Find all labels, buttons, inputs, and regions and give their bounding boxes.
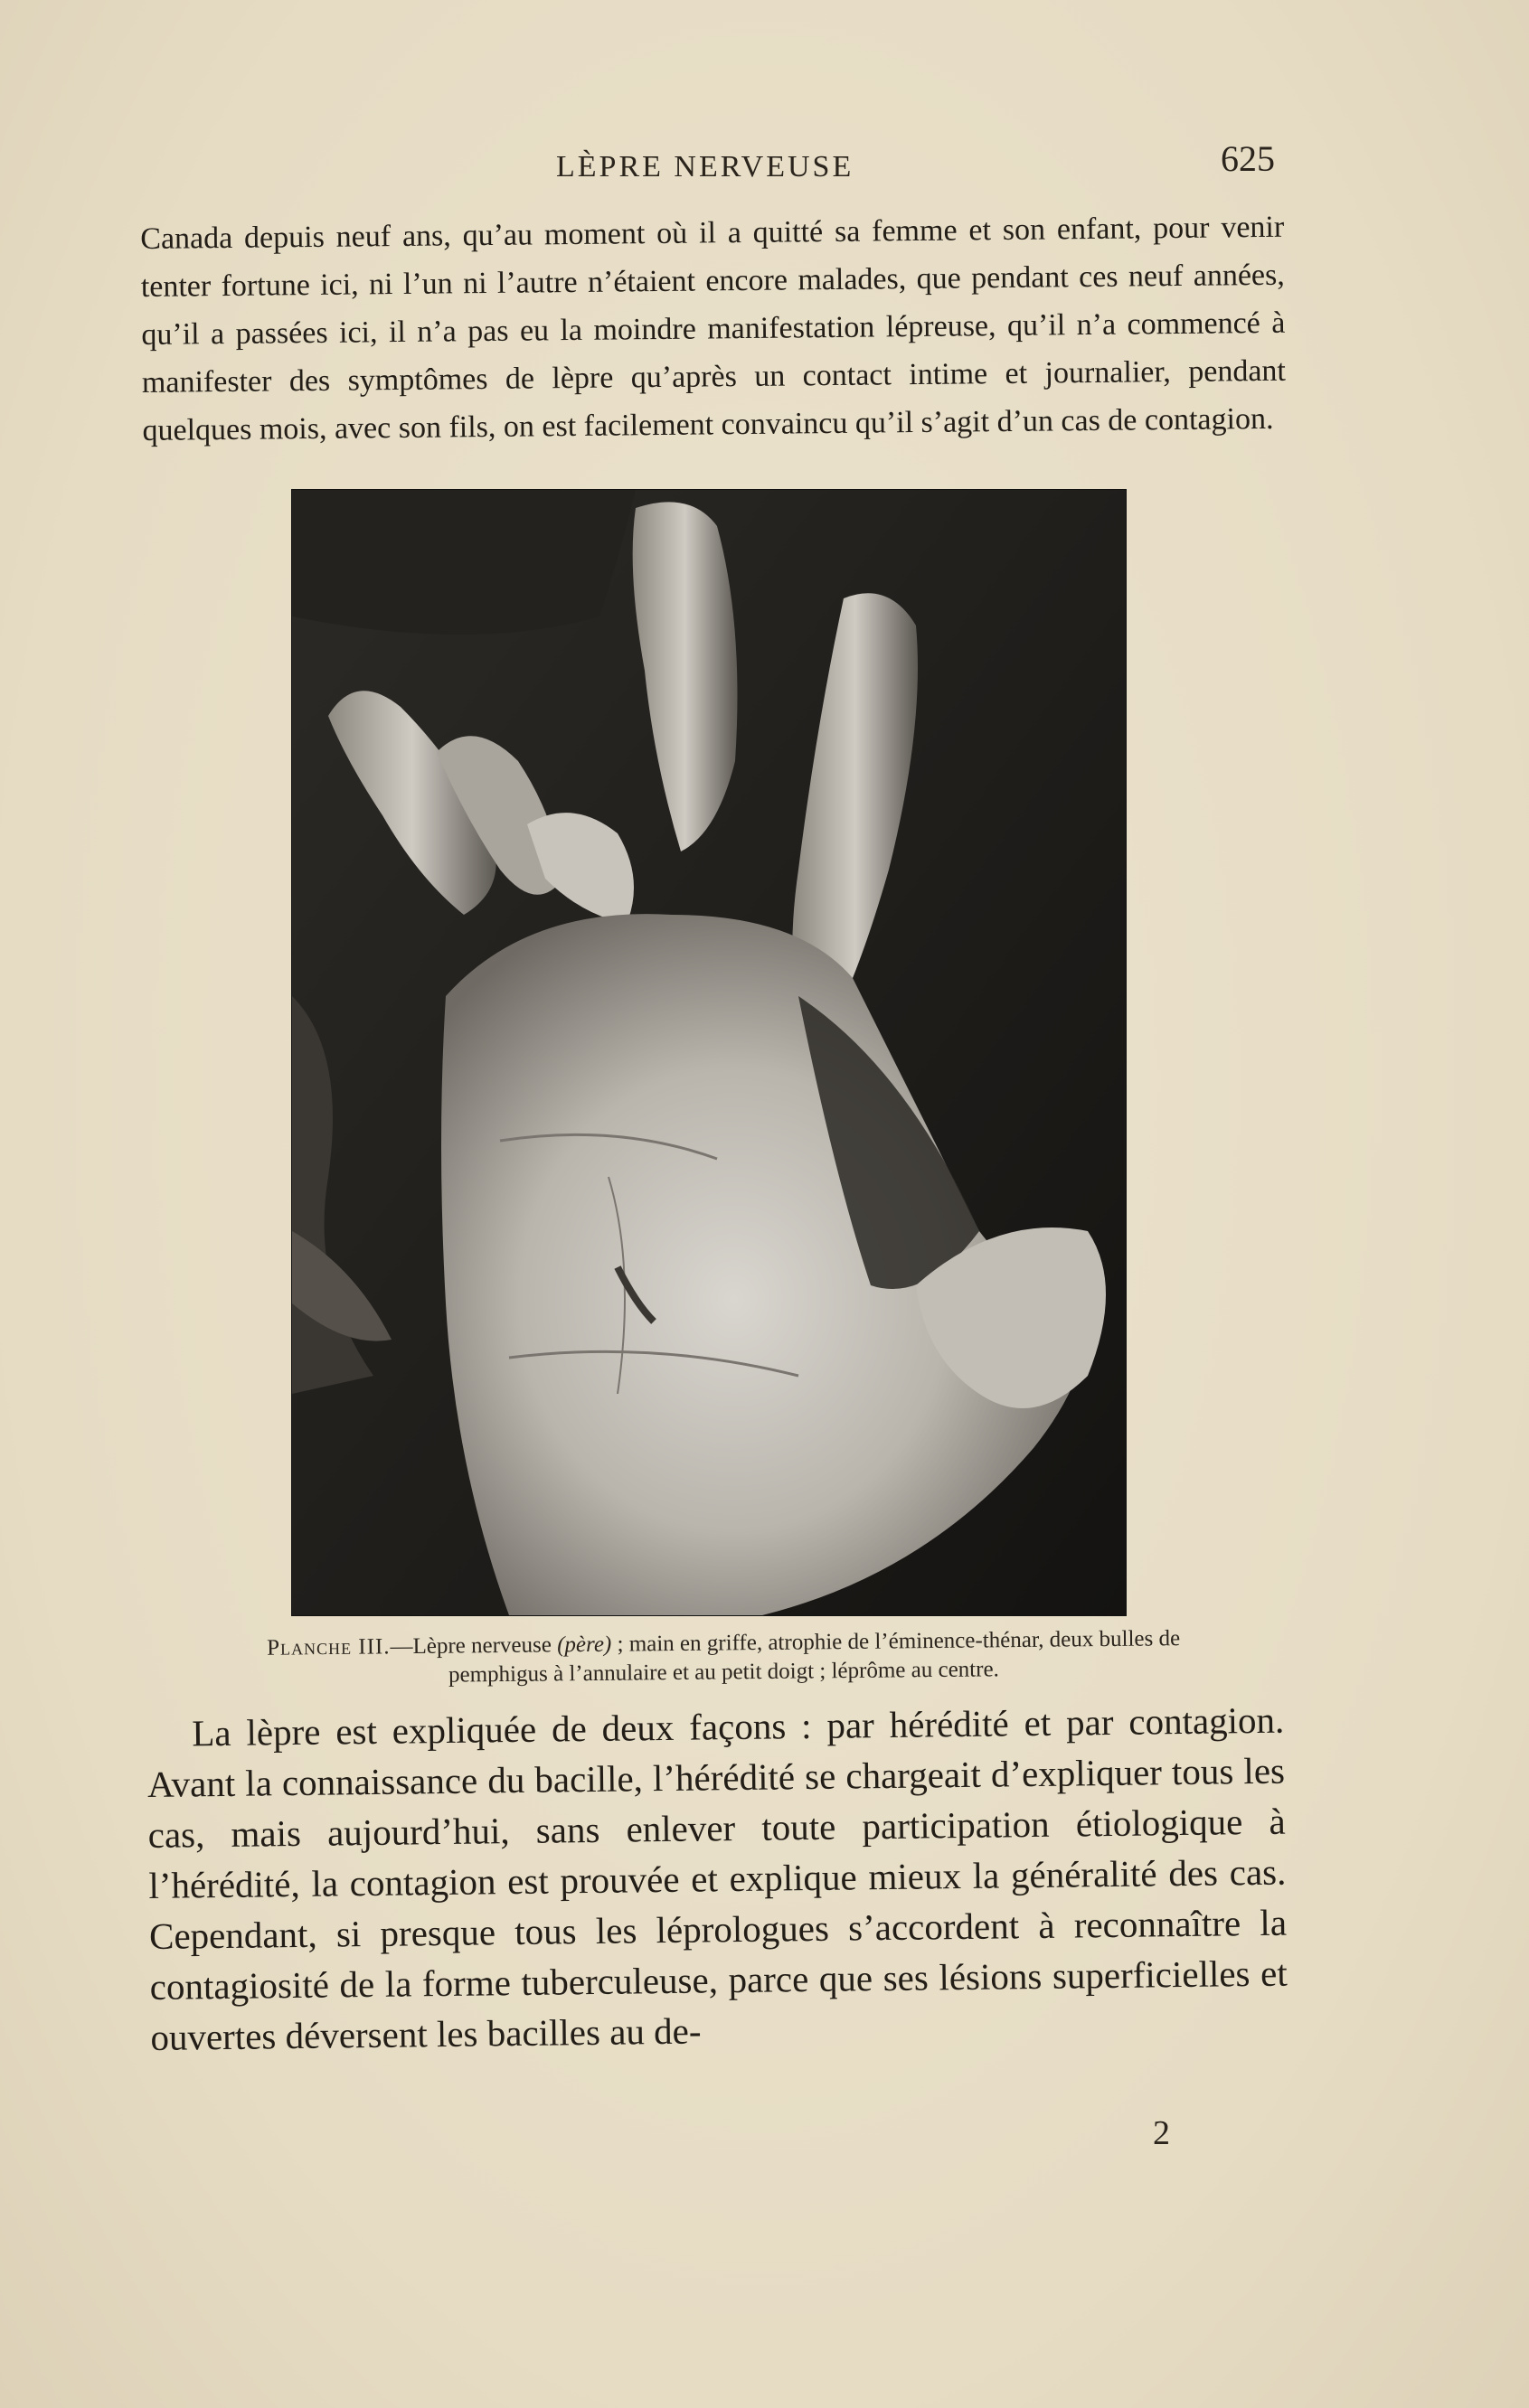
signature-mark: 2: [1153, 2114, 1170, 2152]
main-paragraph: La lèpre est expliquée de deux façons : par hérédité et par contagion. Avant la connaissance du bacille, l’hérédité se chargeait d’expliquer tous les cas, mais aujourd’hui, sans enlever toute participation étiologique à l’hérédité, la contagion est prouvée et explique mieux la généralité des cas. Cependant, si presque tous les léprologues s’accordent à reconnaître la contagiosité de la forme tuberculeuse, parce que ses lésions superficielles et ouvertes déversent les bacilles au de-: [146, 1698, 1288, 2058]
caption-italic: (père): [557, 1632, 612, 1658]
running-title: LÈPRE NERVEUSE: [556, 150, 854, 183]
top-paragraph: Canada depuis neuf ans, qu’au moment où il a quitté sa femme et son enfant, pour venir tenter fortune ici, ni l’un ni l’autre n’étaient encore malades, que pendant ces neuf années, qu’il a passées ici, il n’a pas eu la moindre manifestation lépreuse, qu’il n’a commencé à manifester des symptômes de lèpre qu’après un contact intime et journalier, pendant quelques mois, avec son fils, on est facilement convaincu qu’il s’agit d’un cas de contagion.: [140, 210, 1287, 447]
caption-text-2: ; main en griffe, atrophie de l’éminence-thénar, deux bulles de pemphigus à l’annulaire et au petit doigt ; léprôme au centre.: [448, 1626, 1181, 1688]
hand-photograph: [292, 490, 1126, 1615]
caption-label: Planche III.: [267, 1634, 391, 1660]
caption-text-1: —Lèpre nerveuse: [390, 1632, 558, 1660]
page-number: 625: [1221, 138, 1275, 179]
photo-plate: [291, 489, 1127, 1616]
figure-caption: [244, 1624, 1203, 1692]
